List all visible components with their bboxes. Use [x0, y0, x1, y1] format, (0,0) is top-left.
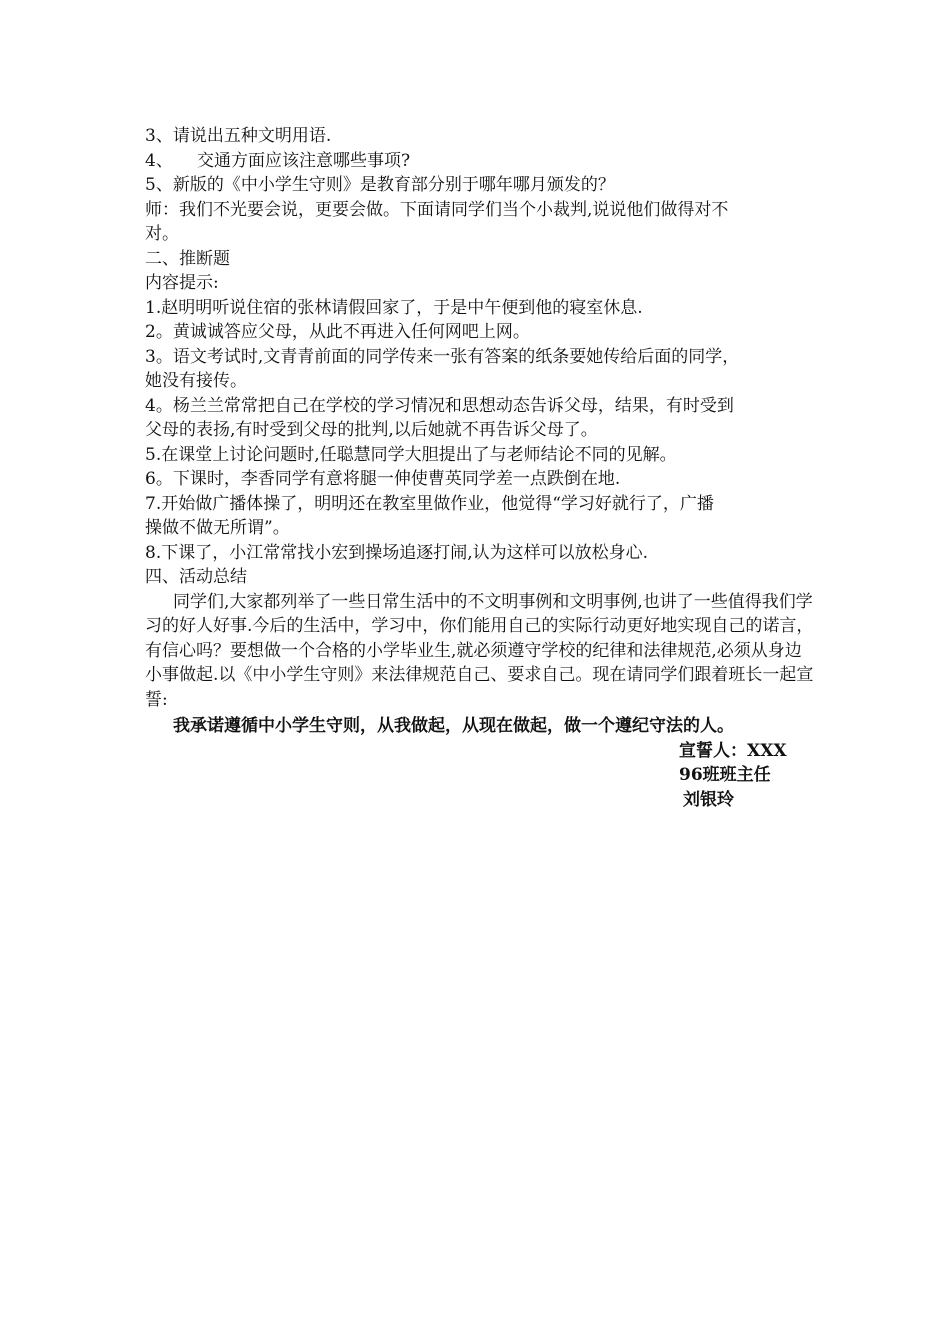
teacher-line-2: 对。 [145, 224, 179, 244]
judge-item-7-cont: 操做不做无所谓”。 [145, 518, 290, 538]
teacher-name: 刘银玲 [683, 789, 734, 810]
judge-item-2: 2。黄诚诚答应父母，从此不再进入任何网吧上网。 [145, 322, 530, 342]
judge-item-7: 7.开始做广播体操了，明明还在教室里做作业，他觉得“学习好就行了，广播 [145, 493, 714, 514]
question-4 [145, 149, 815, 174]
question-5: 5、新版的《中小学生守则》是教育部分别于哪年哪月颁发的？ [145, 175, 615, 195]
judge-item-8: 8.下课了，小江常常找小宏到操场追逐打闹,认为这样可以放松身心. [145, 542, 649, 563]
judge-item-4-cont: 父母的表扬,有时受到父母的批判,以后她就不再告诉父母了。 [145, 420, 598, 440]
content-hint: 内容提示: [145, 273, 219, 293]
teacher-line-1: 师：我们不光要会说，更要会做。下面请同学们当个小裁判,说说他们做得对不 [145, 199, 729, 220]
section-heading-summary: 四、活动总结 [145, 567, 247, 587]
oath-statement: 我承诺遵循中小学生守则，从我做起，从现在做起，做一个遵纪守法的人。 [173, 716, 734, 736]
question-4-number: 4、 [145, 150, 173, 171]
judge-item-3: 3。语文考试时,文青青前面的同学传来一张有答案的纸条要她传给后面的同学， [145, 346, 740, 367]
judge-item-6: 6。下课时，李香同学有意将腿一伸使曹英同学差一点跌倒在地. [145, 469, 621, 489]
signer-label: 宣誓人：XXX [679, 740, 787, 761]
question-4-text: 交通方面应该注意哪些事项? [197, 150, 411, 171]
judge-item-3-cont: 她没有接传。 [145, 371, 247, 391]
section-heading-judge: 二、推断题 [145, 248, 230, 269]
judge-item-5: 5.在课堂上讨论问题时,任聪慧同学大胆提出了与老师结论不同的见解。 [145, 444, 677, 465]
summary-paragraph: 同学们,大家都列举了一些日常生活中的不文明事例和文明事例,也讲了一些值得我们学习的好人好事.今后的生活中，学习中，你们能用自己的实际行动更好地实现自己的诺言，有信心吗？要想做一个合格的小学毕业生,就必须遵守学校的纪律和法律规范,必须从身边小事做起.以《中小学生守则》来法律规范自己、要求自己。现在请同学们跟着班长一起宣誓: [145, 591, 814, 710]
class-teacher: 96班班主任 [679, 765, 771, 785]
question-3: 3、请说出五种文明用语. [145, 126, 332, 146]
judge-item-4: 4。杨兰兰常常把自己在学校的学习情况和思想动态告诉父母，结果，有时受到 [145, 395, 734, 416]
judge-item-1: 1.赵明明听说住宿的张林请假回家了，于是中午便到他的寝室休息. [145, 297, 643, 318]
document-body [145, 124, 815, 812]
